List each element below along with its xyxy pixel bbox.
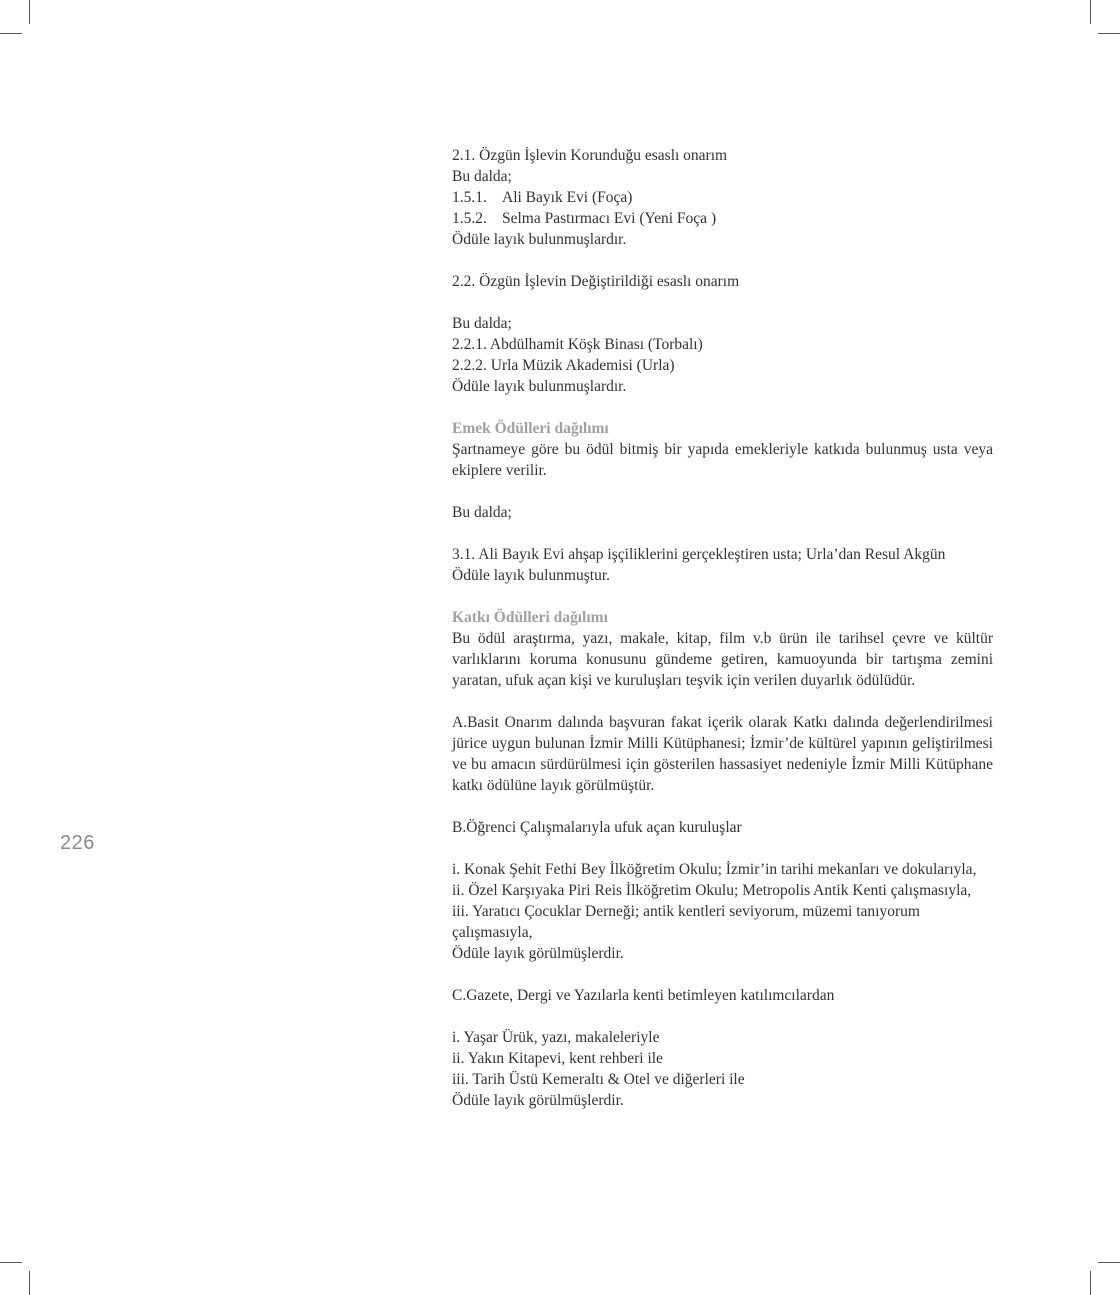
katki-description: Bu ödül araştırma, yazı, makale, kitap, film v.b ürün ile tarihsel çevre ve kültür varlıklarını koruma konusunu gündeme getiren, kamuoyunda bir tartışma zemini yaratan, ufuk açan kişi ve kuruluşları teşvik için verilen duyarlık ödülüdür.	[452, 630, 993, 689]
emek-description: Şartnameye göre bu ödül bitmiş bir yapıda emekleriyle katkıda bulunmuş usta veya ekiplere verilir.	[452, 441, 993, 479]
list-item: iii. Yaratıcı Çocuklar Derneği; antik kentleri seviyorum, müzemi tanıyorum	[452, 903, 920, 920]
document-body	[452, 145, 993, 1111]
section-intro: Bu dalda;	[452, 168, 512, 185]
crop-mark	[1090, 1271, 1091, 1295]
item-number: 1.5.2.	[452, 210, 487, 227]
katki-paragraph-a: A.Basit Onarım dalında başvuran fakat içerik olarak Katkı dalında değerlendirilmesi jürice uygun bulunan İzmir Milli Kütüphanesi; İzmir’de kültürel yapının geliştirilmesi ve bu amacın sürdürülmesi için gösterilen hassasiyet nedeniyle İzmir Milli Kütüphane katkı ödülüne layık görülmüştür.	[452, 714, 993, 794]
section-closing: Ödüle layık bulunmuşlardır.	[452, 378, 627, 395]
list-item: iii. Tarih Üstü Kemeraltı & Otel ve diğerleri ile	[452, 1071, 745, 1088]
list-item: 3.1. Ali Bayık Evi ahşap işçiliklerini gerçekleştiren usta; Urla’dan Resul Akgün	[452, 546, 946, 563]
section-title: 2.1. Özgün İşlevin Korunduğu esaslı onarım	[452, 147, 728, 164]
list-item: 2.2.2. Urla Müzik Akademisi (Urla)	[452, 357, 675, 374]
section-closing: Ödüle layık görülmüşlerdir.	[452, 945, 624, 962]
list-item	[452, 208, 993, 229]
section-intro: Bu dalda;	[452, 504, 512, 521]
crop-mark	[1098, 1262, 1120, 1263]
section-closing: Ödüle layık bulunmuştur.	[452, 567, 611, 584]
item-text: Selma Pastırmacı Evi (Yeni Foça )	[502, 210, 717, 227]
crop-mark	[29, 1271, 30, 1295]
page-number: 226	[60, 832, 95, 854]
crop-mark	[1090, 0, 1091, 24]
list-item: i. Konak Şehit Fethi Bey İlköğretim Okulu; İzmir’in tarihi mekanları ve dokularıyla,	[452, 861, 977, 878]
list-item: ii. Yakın Kitapevi, kent rehberi ile	[452, 1050, 663, 1067]
crop-mark	[0, 1262, 22, 1263]
list-item: çalışmasıyla,	[452, 924, 533, 941]
list-item: 2.2.1. Abdülhamit Köşk Binası (Torbalı)	[452, 336, 703, 353]
crop-mark	[0, 33, 22, 34]
list-item: ii. Özel Karşıyaka Piri Reis İlköğretim Okulu; Metropolis Antik Kenti çalışmasıyla,	[452, 882, 972, 899]
crop-mark	[1098, 33, 1120, 34]
item-text: Ali Bayık Evi (Foça)	[502, 189, 633, 206]
katki-heading: Katkı Ödülleri dağılımı	[452, 609, 608, 626]
item-number: 1.5.1.	[452, 189, 487, 206]
subsection-title: B.Öğrenci Çalışmalarıyla ufuk açan kuruluşlar	[452, 819, 742, 836]
section-closing: Ödüle layık görülmüşlerdir.	[452, 1092, 624, 1109]
subsection-title: C.Gazete, Dergi ve Yazılarla kenti betimleyen katılımcılardan	[452, 987, 835, 1004]
section-closing: Ödüle layık bulunmuşlardır.	[452, 231, 627, 248]
section-title: 2.2. Özgün İşlevin Değiştirildiği esaslı onarım	[452, 273, 740, 290]
section-intro: Bu dalda;	[452, 315, 512, 332]
crop-mark	[29, 0, 30, 24]
emek-heading: Emek Ödülleri dağılımı	[452, 420, 609, 437]
list-item	[452, 187, 993, 208]
list-item: i. Yaşar Ürük, yazı, makaleleriyle	[452, 1029, 660, 1046]
